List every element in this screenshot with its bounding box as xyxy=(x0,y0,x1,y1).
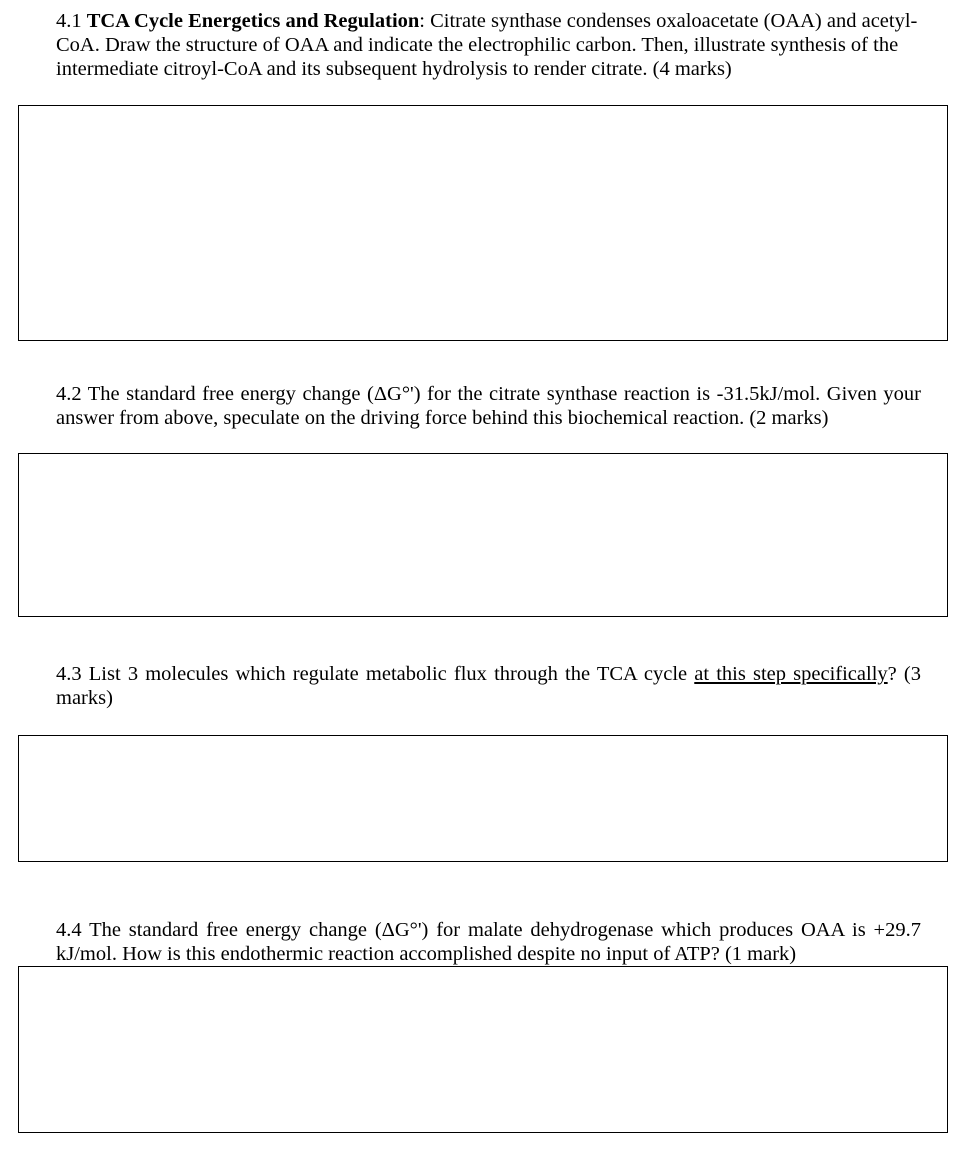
answer-box-4-3[interactable] xyxy=(18,735,948,862)
question-number: 4.4 xyxy=(56,919,82,941)
answer-box-4-2[interactable] xyxy=(18,453,948,617)
question-4-2 xyxy=(56,382,921,430)
question-text: The standard free energy change (ΔG°') for the citrate synthase reaction is -31.5kJ/mol. Given your answer from above, speculate on the driving force behind this biochemical reaction. (2 marks) xyxy=(56,383,921,429)
answer-box-4-4[interactable] xyxy=(18,966,948,1133)
question-text: List 3 molecules which regulate metabolic flux through the TCA cycle xyxy=(88,663,688,685)
question-text-end: ? (3 marks) xyxy=(56,663,921,709)
question-number: 4.2 xyxy=(56,383,82,405)
question-text: The standard free energy change (ΔG°') for malate dehydrogenase which produces OAA is +29.7 kJ/mol. How is this endothermic reaction accomplished despite no input of ATP? (1 mark) xyxy=(56,919,921,965)
question-4-1 xyxy=(56,9,921,81)
underlined-emphasis: at this step specifically xyxy=(694,663,888,685)
question-text: : Citrate synthase condenses oxaloacetate (OAA) and acetyl-CoA. Draw the structure of OAA and indicate the electrophilic carbon. Then, illustrate synthesis of the intermediate citroyl-CoA and its subsequent hydrolysis to render citrate. (4 marks) xyxy=(56,10,918,80)
question-number: 4.1 xyxy=(56,10,82,32)
question-4-4 xyxy=(56,918,921,966)
question-number: 4.3 xyxy=(56,663,82,685)
question-title: TCA Cycle Energetics and Regulation xyxy=(86,10,420,32)
answer-box-4-1[interactable] xyxy=(18,105,948,341)
question-4-3 xyxy=(56,662,921,710)
